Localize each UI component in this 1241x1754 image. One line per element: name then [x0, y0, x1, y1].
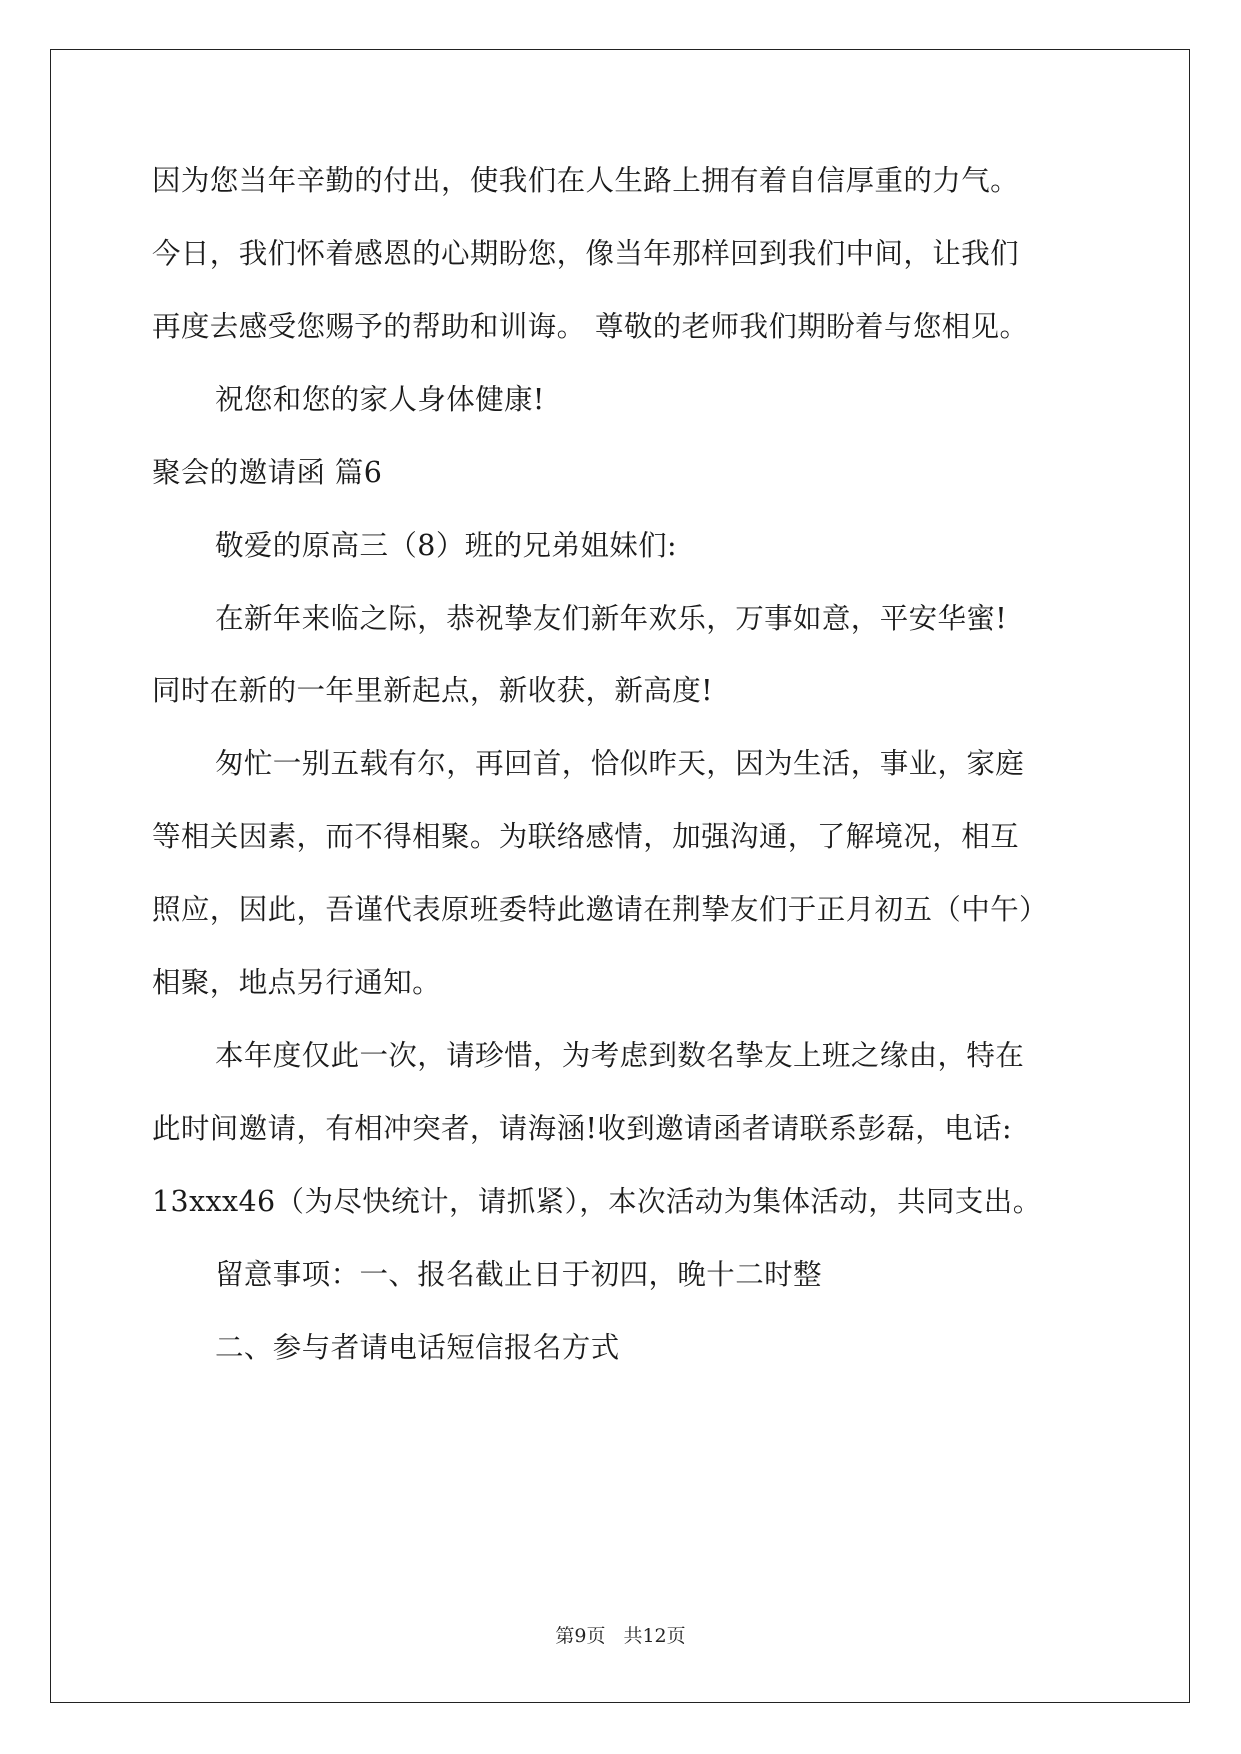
page-footer	[0, 1624, 1241, 1648]
paragraph-line: 此时间邀请，有相冲突者，请海涵!收到邀请函者请联系彭磊，电话:	[152, 1112, 1012, 1145]
paragraph-line: 同时在新的一年里新起点，新收获，新高度!	[152, 674, 713, 707]
paragraph-line: 本年度仅此一次，请珍惜，为考虑到数名挚友上班之缘由，特在	[215, 1039, 1025, 1072]
page-total: 共12页	[623, 1625, 686, 1647]
paragraph-line: 祝您和您的家人身体健康!	[215, 383, 545, 416]
section-heading: 聚会的邀请函 篇6	[152, 456, 383, 489]
paragraph-line: 因为您当年辛勤的付出，使我们在人生路上拥有着自信厚重的力气。	[152, 164, 1020, 197]
paragraph-line: 相聚，地点另行通知。	[152, 966, 442, 999]
paragraph-line: 在新年来临之际，恭祝挚友们新年欢乐，万事如意，平安华蜜!	[215, 602, 1008, 635]
paragraph-line: 再度去感受您赐予的帮助和训诲。 尊敬的老师我们期盼着与您相见。	[152, 310, 1029, 343]
paragraph-line: 匆忙一别五载有尔，再回首，恰似昨天，因为生活，事业，家庭	[215, 747, 1025, 780]
salutation: 敬爱的原高三（8）班的兄弟姐妹们:	[215, 529, 678, 562]
page-border	[50, 49, 1190, 1703]
paragraph-line: 照应，因此，吾谨代表原班委特此邀请在荆挚友们于正月初五（中午）	[152, 893, 1048, 926]
paragraph-line: 留意事项：一、报名截止日于初四，晚十二时整	[215, 1258, 822, 1291]
paragraph-line: 等相关因素，而不得相聚。为联络感情，加强沟通，了解境况，相互	[152, 820, 1020, 853]
paragraph-line: 13xxx46（为尽快统计，请抓紧），本次活动为集体活动，共同支出。	[152, 1185, 1042, 1218]
page-number: 第9页	[555, 1625, 606, 1647]
paragraph-line: 二、参与者请电话短信报名方式	[215, 1331, 620, 1364]
paragraph-line: 今日，我们怀着感恩的心期盼您，像当年那样回到我们中间，让我们	[152, 237, 1020, 270]
